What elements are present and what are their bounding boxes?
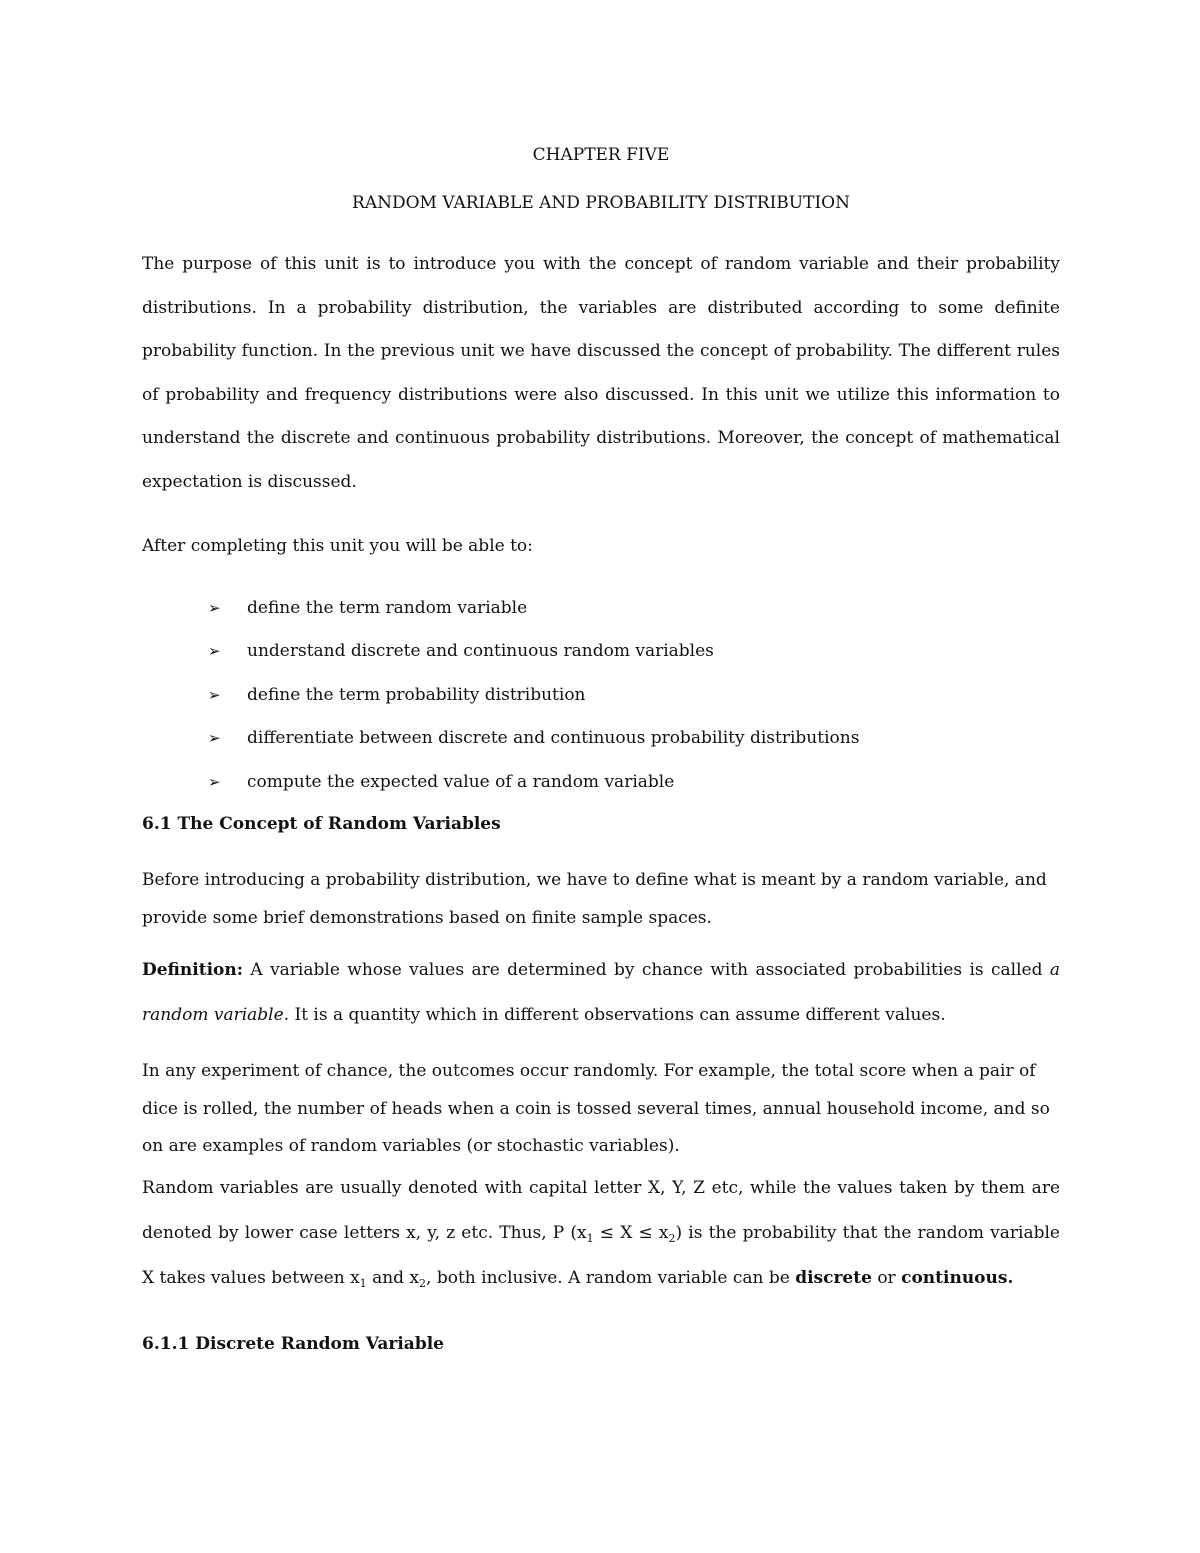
list-item	[142, 630, 1060, 674]
notation-text: , both inclusive. A random variable can be	[426, 1267, 796, 1288]
arrow-bullet-icon: ➢	[208, 729, 221, 747]
examples-paragraph: In any experiment of chance, the outcomes occur randomly. For example, the total score when a pair of dice is rolled, the number of heads when a coin is tossed several times, annual household income, and so on are examples of random variables (or stochastic variables).	[142, 1061, 1050, 1156]
subscript: 2	[419, 1276, 427, 1290]
subsection-heading-6-1-1: 6.1.1 Discrete Random Variable	[142, 1333, 444, 1354]
objective-text: define the term random variable	[247, 597, 528, 618]
objective-text: differentiate between discrete and continuous probability distributions	[247, 728, 860, 748]
notation-text: ≤ X ≤ x	[593, 1222, 669, 1243]
objective-text: compute the expected value of a random variable	[247, 771, 675, 792]
objective-text: define the term probability distribution	[247, 684, 586, 705]
page-content	[142, 142, 1060, 1357]
list-item	[142, 587, 1060, 631]
term-discrete: discrete	[795, 1267, 872, 1288]
section-6-1-paragraph: Before introducing a probability distribution, we have to define what is meant by a random variable, and provide some brief demonstrations based on finite sample spaces.	[142, 870, 1047, 928]
definition-term: a random variable	[142, 960, 1060, 1025]
objectives-lead: After completing this unit you will be able to:	[142, 536, 533, 556]
arrow-bullet-icon: ➢	[208, 772, 221, 791]
definition-paragraph	[142, 948, 1060, 1038]
objective-text: understand discrete and continuous random variables	[247, 641, 714, 661]
arrow-bullet-icon: ➢	[208, 685, 221, 704]
notation-text: ) is the probability that the random variable X takes values between x	[142, 1222, 1060, 1288]
subscript: 1	[586, 1231, 594, 1245]
list-item	[142, 674, 1060, 718]
notation-text: or	[871, 1267, 902, 1288]
list-item	[142, 717, 1060, 761]
objectives-list	[142, 587, 1060, 805]
arrow-bullet-icon: ➢	[208, 642, 221, 660]
definition-text: A variable whose values are determined by chance with associated probabilities is called	[243, 960, 1050, 980]
definition-label: Definition:	[142, 960, 244, 980]
list-item	[142, 761, 1060, 805]
notation-text: Random variables are usually denoted with capital letter X, Y, Z etc, while the values taken by them are denoted by lower case letters x, y, z etc. Thus, P (x	[142, 1177, 1060, 1243]
section-heading-6-1: 6.1 The Concept of Random Variables	[142, 814, 501, 834]
chapter-heading: CHAPTER FIVE	[532, 145, 670, 165]
subscript: 1	[359, 1276, 367, 1290]
chapter-title: RANDOM VARIABLE AND PROBABILITY DISTRIBUTION	[352, 193, 850, 213]
arrow-bullet-icon: ➢	[208, 598, 221, 617]
notation-text: and x	[366, 1267, 420, 1288]
definition-text-end: . It is a quantity which in different observations can assume different values.	[283, 1005, 946, 1025]
intro-paragraph: The purpose of this unit is to introduce you with the concept of random variable and their probability distributions. In a probability distribution, the variables are distributed according to some definite probability function. In the previous unit we have discussed the concept of probability. The different rules of probability and frequency distributions were also discussed. In this unit we utilize this information to understand the discrete and continuous probability distributions. Moreover, the concept of mathematical expectation is discussed.	[142, 254, 1060, 492]
notation-paragraph	[142, 1166, 1060, 1301]
term-continuous: continuous.	[901, 1267, 1014, 1288]
subscript: 2	[668, 1231, 676, 1245]
